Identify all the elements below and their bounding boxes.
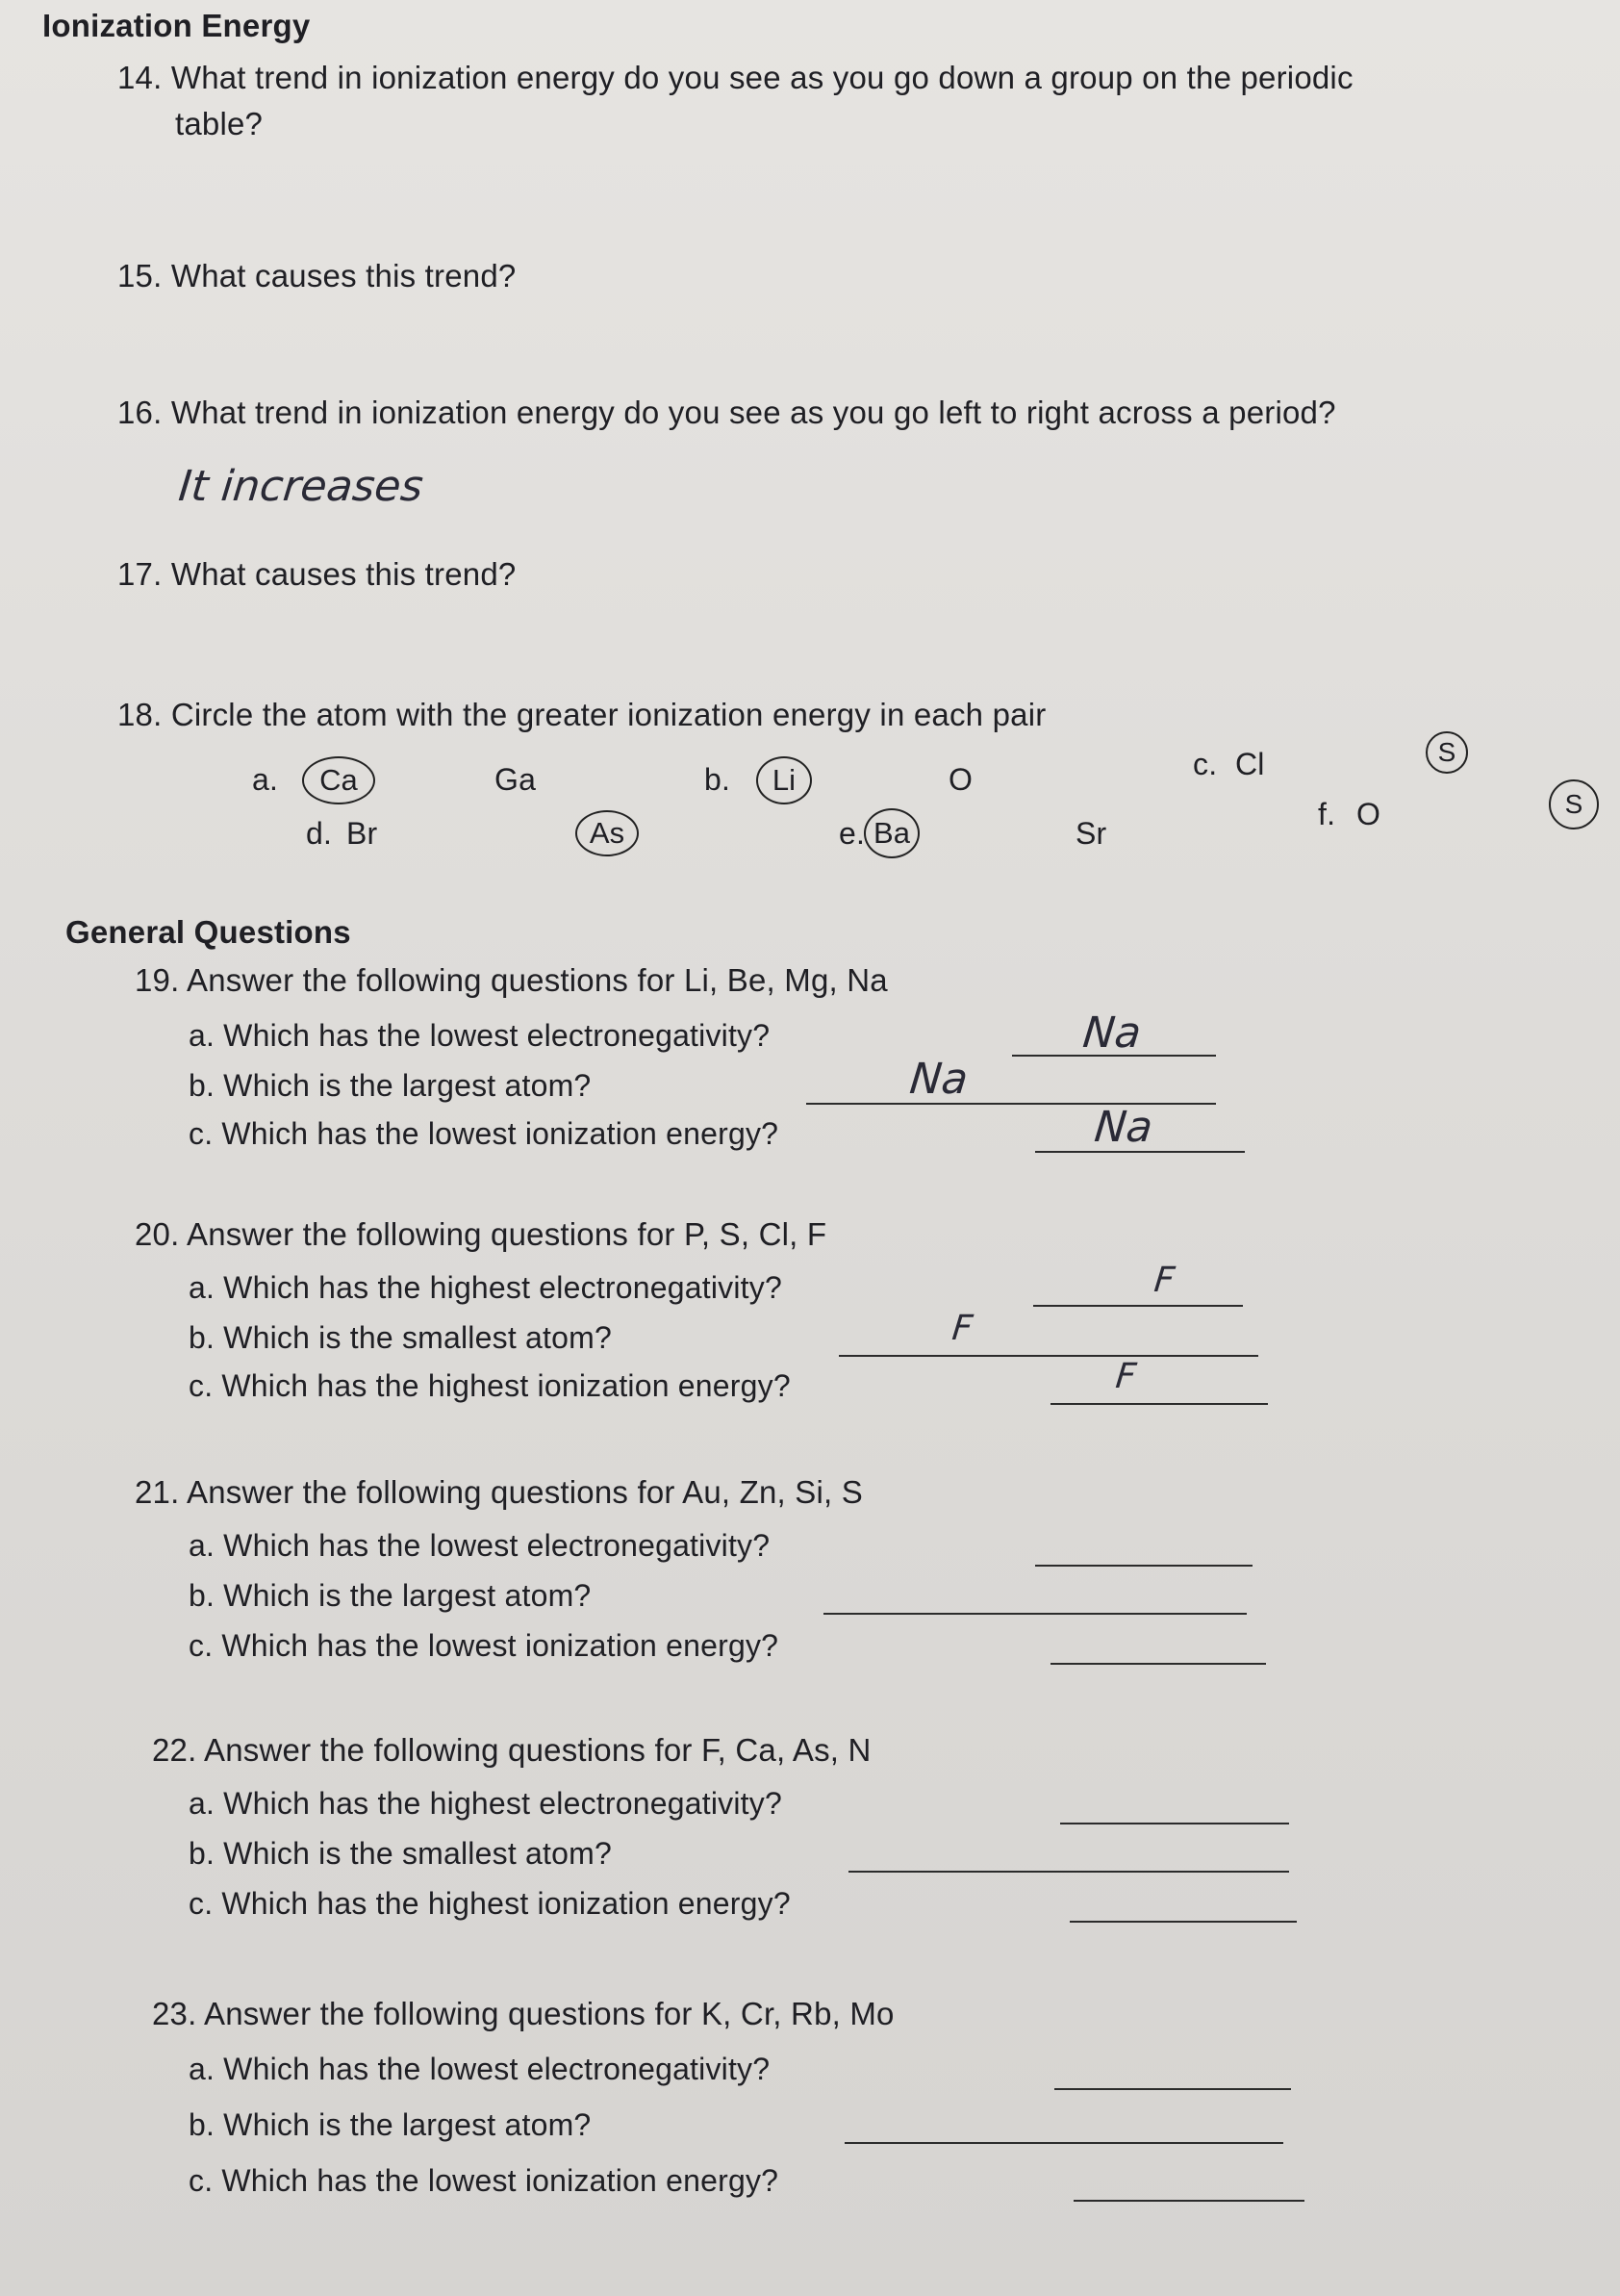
answer-line-21b[interactable] bbox=[823, 1613, 1247, 1615]
answer-19b: Na bbox=[907, 1055, 971, 1104]
answer-20c: F bbox=[1113, 1357, 1138, 1396]
answer-line-20b bbox=[839, 1355, 1258, 1357]
answer-line-20a bbox=[1033, 1305, 1243, 1307]
question-20c: c. Which has the highest ionization energy? bbox=[189, 1368, 791, 1403]
answer-line-22a[interactable] bbox=[1060, 1823, 1289, 1824]
question-21: 21. Answer the following questions for Au, Zn, Si, S bbox=[135, 1474, 863, 1510]
answer-line-23c[interactable] bbox=[1074, 2200, 1304, 2202]
question-17: 17. What causes this trend? bbox=[117, 556, 517, 592]
pair-b-other: O bbox=[949, 762, 974, 797]
pair-e-circled-choice: Ba bbox=[864, 808, 920, 858]
question-16: 16. What trend in ionization energy do you see as you go left to right across a period? bbox=[117, 395, 1336, 430]
question-23b: b. Which is the largest atom? bbox=[189, 2107, 592, 2142]
question-22b: b. Which is the smallest atom? bbox=[189, 1836, 612, 1871]
answer-line-21a[interactable] bbox=[1035, 1565, 1253, 1567]
answer-line-22c[interactable] bbox=[1070, 1921, 1297, 1923]
general-questions-heading: General Questions bbox=[65, 914, 351, 950]
question-19: 19. Answer the following questions for Li, Be, Mg, Na bbox=[135, 962, 888, 998]
section-title: Ionization Energy bbox=[42, 8, 311, 43]
question-18: 18. Circle the atom with the greater ionization energy in each pair bbox=[117, 697, 1047, 732]
pair-a-circled-choice: Ca bbox=[302, 756, 375, 804]
pair-a-label: a. bbox=[252, 762, 279, 797]
pair-e-other: Sr bbox=[1076, 816, 1107, 851]
answer-20b: F bbox=[949, 1309, 975, 1348]
pair-f-label: f. bbox=[1318, 797, 1336, 831]
pair-b-label: b. bbox=[704, 762, 731, 797]
question-22: 22. Answer the following questions for F, Ca, As, N bbox=[152, 1732, 872, 1768]
question-14: 14. What trend in ionization energy do you see as you go down a group on the periodic bbox=[117, 60, 1354, 95]
answer-line-20c bbox=[1050, 1403, 1268, 1405]
pair-c-other: Cl bbox=[1235, 747, 1265, 781]
question-14-cont: table? bbox=[175, 106, 264, 141]
question-20: 20. Answer the following questions for P, S, Cl, F bbox=[135, 1216, 827, 1252]
question-20a: a. Which has the highest electronegativity? bbox=[189, 1270, 782, 1305]
question-21c: c. Which has the lowest ionization energy? bbox=[189, 1628, 779, 1663]
pair-c-label: c. bbox=[1193, 747, 1218, 781]
pair-d-other: Br bbox=[346, 816, 378, 851]
answer-20a: F bbox=[1152, 1261, 1177, 1300]
question-15: 15. What causes this trend? bbox=[117, 258, 517, 293]
question-23c: c. Which has the lowest ionization energy? bbox=[189, 2163, 779, 2198]
answer-19c: Na bbox=[1092, 1103, 1155, 1152]
question-20b: b. Which is the smallest atom? bbox=[189, 1320, 612, 1355]
pair-d-label: d. bbox=[306, 816, 333, 851]
pair-b-circled-choice: Li bbox=[756, 756, 812, 804]
question-19a: a. Which has the lowest electronegativity? bbox=[189, 1018, 771, 1053]
answer-19a: Na bbox=[1080, 1008, 1144, 1058]
pair-f-circled-choice: S bbox=[1549, 779, 1599, 829]
pair-c-circled-choice: S bbox=[1426, 731, 1468, 774]
question-23: 23. Answer the following questions for K, Cr, Rb, Mo bbox=[152, 1996, 895, 2031]
answer-line-23b[interactable] bbox=[845, 2142, 1283, 2144]
answer-line-22b[interactable] bbox=[848, 1871, 1289, 1873]
question-19b: b. Which is the largest atom? bbox=[189, 1068, 592, 1103]
answer-line-23a[interactable] bbox=[1054, 2088, 1291, 2090]
answer-line-21c[interactable] bbox=[1050, 1663, 1266, 1665]
pair-a-other: Ga bbox=[494, 762, 537, 797]
question-21b: b. Which is the largest atom? bbox=[189, 1578, 592, 1613]
pair-e-label: e. bbox=[839, 816, 866, 851]
pair-d-circled-choice: As bbox=[575, 810, 639, 856]
question-22c: c. Which has the highest ionization energy? bbox=[189, 1886, 791, 1921]
question-23a: a. Which has the lowest electronegativity? bbox=[189, 2052, 771, 2086]
question-22a: a. Which has the highest electronegativity? bbox=[189, 1786, 782, 1821]
question-21a: a. Which has the lowest electronegativity? bbox=[189, 1528, 771, 1563]
answer-16: It increases bbox=[176, 462, 426, 511]
pair-f-other: O bbox=[1356, 797, 1381, 831]
question-19c: c. Which has the lowest ionization energy? bbox=[189, 1116, 779, 1151]
